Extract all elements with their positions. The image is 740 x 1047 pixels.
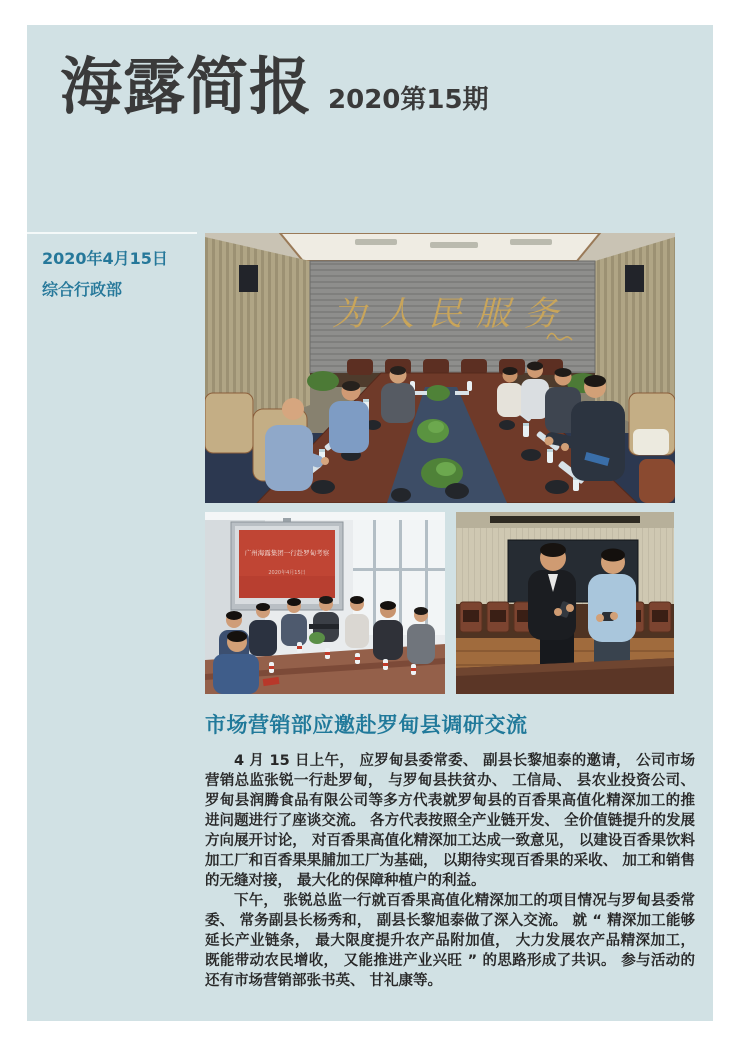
article-body <box>205 751 695 991</box>
conference-room-illustration <box>205 233 675 503</box>
left-speaker <box>239 265 258 292</box>
wall-calligraphy-text: 为人民服务 <box>332 294 572 334</box>
photo-two-men-phones <box>456 512 674 694</box>
article-paragraph-1: 4 月 15 日上午， 应罗甸县委常委、 副县长黎旭泰的邀请， 公司市场营销总监张锐一行赴罗甸， 与罗甸县扶贫办、 工信局、 县农业投资公司、 罗甸县润腾食品有限公司等多方代表就罗甸县的百香果高值化精深加工的推进问题进行了座谈交流。 各方代表按照全产业链开发、 全价值链提升的发展方向展开讨论， 对百香果高值化精深加工达成一致意见， 以建设百香果饮料加工厂和百香果果脯加工厂为基础， 以期待实现百香果的采收、 加工和销售的无缝对接， 最大化的保障种植户的利益。 <box>205 753 695 889</box>
photo-conference-room <box>205 233 675 503</box>
right-speaker <box>625 265 644 292</box>
article-paragraph-2: 下午， 张锐总监一行就百香果高值化精深加工的项目情况与罗甸县委常委、 常务副县长杨秀和， 副县长黎旭泰做了深入交流。 就 “ 精深加工能够延长产业链条， 最大限度提升农产品附加值， 大力发展农产品精深加工， 既能带动农民增收， 又能推进产业兴旺 ” 的思路形成了共识。 参与活动的还有市场营销部张书英、 甘礼康等。 <box>205 893 695 989</box>
corner-plant-left <box>307 371 339 391</box>
newsletter-issue: 2020第15期 <box>328 85 489 115</box>
article-heading: 市场营销部应邀赴罗甸县调研交流 <box>205 713 528 737</box>
sidebar-divider <box>27 232 197 234</box>
newsletter-title: 海露简报 <box>60 50 313 123</box>
ceiling <box>205 512 445 520</box>
masthead <box>60 51 489 122</box>
slide-title-text: 广州海露集团一行赴罗甸考察 <box>244 549 330 557</box>
ceiling-slot <box>490 516 640 523</box>
photo-projector-meeting <box>205 512 445 694</box>
sidebar-department: 综合行政部 <box>42 280 123 299</box>
slide-date-text: 2020年4月15日 <box>268 570 306 576</box>
sidebar-date: 2020年4月15日 <box>42 249 168 268</box>
two-men-illustration <box>456 512 674 694</box>
newsletter-panel <box>27 25 713 1021</box>
projector-meeting-illustration <box>205 512 445 694</box>
table-plant <box>309 632 325 644</box>
